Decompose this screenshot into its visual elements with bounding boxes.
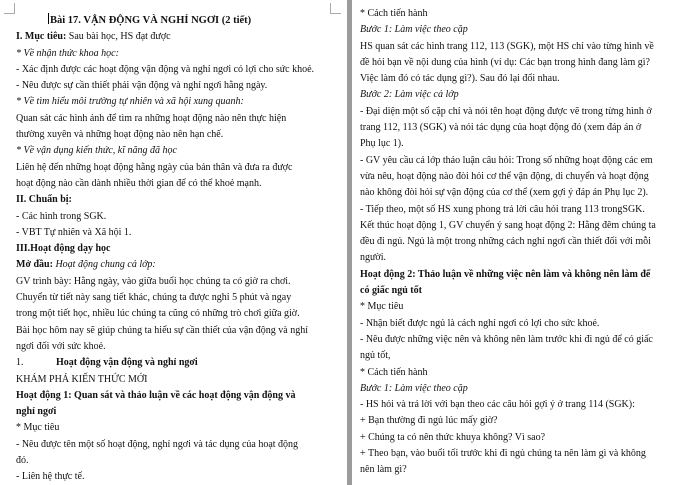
text-line: + Theo bạn, vào buổi tối trước khi đi ngủ chúng ta nên làm gì và không <box>360 448 646 460</box>
text-line: - Xác định được các hoạt động vận động và nghỉ ngơi có lợi cho sức khoẻ. <box>16 63 315 75</box>
text-line: Bước 1: Làm việc theo cặp <box>360 382 468 394</box>
text-line: III.Hoạt động dạy học <box>16 243 111 255</box>
text-line: Kết thúc hoạt động 1, GV chuyển ý sang hoạt động 2: Hằng đêm chúng ta <box>360 219 656 231</box>
text-line: * Mục tiêu <box>16 422 60 434</box>
text-line: đề hỏi bạn về nội dung của hình (ví dụ: Các bạn trong hình đang làm gì? <box>360 56 650 68</box>
text-line: * Về nhận thức khoa học: <box>16 47 119 59</box>
text-line: - GV yêu cầu cả lớp thảo luận câu hỏi: Trong số những hoạt động các em <box>360 154 653 166</box>
text-line: Chuyển từ tiết này sang tiết khác, chúng ta được nghỉ 5 phút và ngay <box>16 292 292 304</box>
text-line: II. Chuẩn bị: <box>16 194 72 206</box>
document-page-right <box>352 0 700 485</box>
document-page-left <box>0 0 347 485</box>
text-line: ngủ tốt, <box>360 350 391 362</box>
text-line <box>16 29 341 45</box>
text-line: * Về tìm hiểu môi trường tự nhiên và xã hội xung quanh: <box>16 96 244 108</box>
text-line: nào không đòi hỏi sự vận động của cơ thể (xem gợi ý đáp án Phụ lục 2). <box>360 187 649 199</box>
text-line: - Tiếp theo, một số HS xung phong trả lời câu hỏi trang 113 trongSGK. <box>360 203 645 215</box>
page-corner-mark <box>4 3 15 14</box>
text-line: Hoạt động 1: Quan sát và thảo luận về các hoạt động vận động và <box>16 389 296 401</box>
text-line <box>16 355 341 371</box>
text-line: Hoạt động 2: Thảo luận về những việc nên làm và không nên làm để <box>360 268 651 280</box>
text-line: có giấc ngủ tốt <box>360 285 422 297</box>
text-line: HS quan sát các hình trang 112, 113 (SGK), một HS chỉ vào từng hình về <box>360 40 654 52</box>
text-line: nghỉ ngơi <box>16 406 57 418</box>
text-line: Liên hệ đến những hoạt động hằng ngày của bản thân và đưa ra được <box>16 161 293 173</box>
text-line: Quan sát các hình ảnh để tìm ra những hoạt động nào nên thực hiện <box>16 112 287 124</box>
text-line: - HS hỏi và trả lời với bạn theo các câu hỏi gợi ý ở trang 114 (SGK): <box>360 399 635 411</box>
text-line: - Nêu được tên một số hoạt động, nghỉ ngơi và tác dụng của hoạt động <box>16 438 299 450</box>
text-line: - Nêu được sự cần thiết phải vận động và nghỉ ngơi hằng ngày. <box>16 80 268 92</box>
text-line: Bài học hôm nay sẽ giúp chúng ta hiểu sự cần thiết của vận động và nghỉ <box>16 324 309 336</box>
text-line: - Nêu được những việc nên và không nên làm trước khi đi ngủ để có giấc <box>360 333 653 345</box>
text-line: * Về vận dụng kiến thức, kĩ năng đã học <box>16 145 177 157</box>
text-line: Phụ lục 1). <box>360 138 404 150</box>
text-line: * Cách tiến hành <box>360 8 428 19</box>
text-line <box>16 257 341 273</box>
heading-text: Hoạt động chung cả lớp: <box>52 259 156 271</box>
text-line: trang 112, 113 (SGK) và nói tác dụng của hoạt động đó (xem đáp án ở <box>360 122 642 134</box>
text-line: - Các hình trong SGK. <box>16 210 107 222</box>
text-line: trong một tiết học, nhiều lúc chúng ta cũng có những trò chơi giữa giờ. <box>16 308 300 320</box>
text-line: người. <box>360 252 386 264</box>
left-page-text <box>16 13 341 485</box>
text-line: ngơi đối với sức khoẻ. <box>16 340 106 352</box>
text-line: hoạt động nào cần dành nhiều thời gian để có thể khoẻ mạnh. <box>16 177 262 189</box>
text-line: KHÁM PHÁ KIẾN THỨC MỚI <box>16 373 148 385</box>
heading-label: I. Mục tiêu: <box>16 31 67 43</box>
section-heading: Hoạt động vận động và nghỉ ngơi <box>56 357 198 369</box>
heading-text: Sau bài học, HS đạt được <box>66 31 171 43</box>
text-line: - Nhận biết được ngủ là cách nghỉ ngơi có lợi cho sức khoẻ. <box>360 317 600 329</box>
text-cursor <box>48 13 49 24</box>
text-line: * Mục tiêu <box>360 301 404 313</box>
text-line: Bước 2: Làm việc cả lớp <box>360 89 459 101</box>
heading-label: Mở đầu: <box>16 259 53 271</box>
text-line: thường xuyên và những hoạt động nào nên hạn chế. <box>16 129 224 141</box>
text-line: đều đi ngủ. Ngủ là một trong những cách nghỉ ngơi cần thiết đối với mỗi <box>360 236 651 248</box>
list-number: 1. <box>16 357 24 369</box>
text-line: - Đại diện một số cặp chỉ và nói tên hoạt động được vẽ trong từng hình ở <box>360 105 652 117</box>
text-line: * Cách tiến hành <box>360 366 428 378</box>
document-title: Bài 17. VẬN ĐỘNG VÀ NGHỈ NGƠI (2 tiết) <box>50 15 252 26</box>
text-line: GV trình bày: Hằng ngày, vào giữa buổi học chúng ta có giờ ra chơi. <box>16 275 291 287</box>
text-line: Việc làm đó có tác dụng gì?). Sau đó lại đổi nhau. <box>360 73 560 85</box>
text-line: + Chúng ta có nên thức khuya không? Vì sao? <box>360 431 546 443</box>
text-line: + Bạn thường đi ngủ lúc mấy giờ? <box>360 415 498 427</box>
text-line: vừa nêu, hoạt động nào đòi hỏi cơ thể vận động, di chuyển và hoạt động <box>360 170 649 182</box>
text-line: Bước 1: Làm việc theo cặp <box>360 24 468 36</box>
text-line: - VBT Tự nhiên và Xã hội 1. <box>16 226 132 238</box>
page-corner-mark <box>330 3 341 14</box>
text-line: nên làm gì? <box>360 464 407 476</box>
right-page-text <box>360 6 692 479</box>
text-line <box>16 13 341 29</box>
text-line: - Liên hệ thực tế. <box>16 471 85 483</box>
text-line: đó. <box>16 455 29 467</box>
